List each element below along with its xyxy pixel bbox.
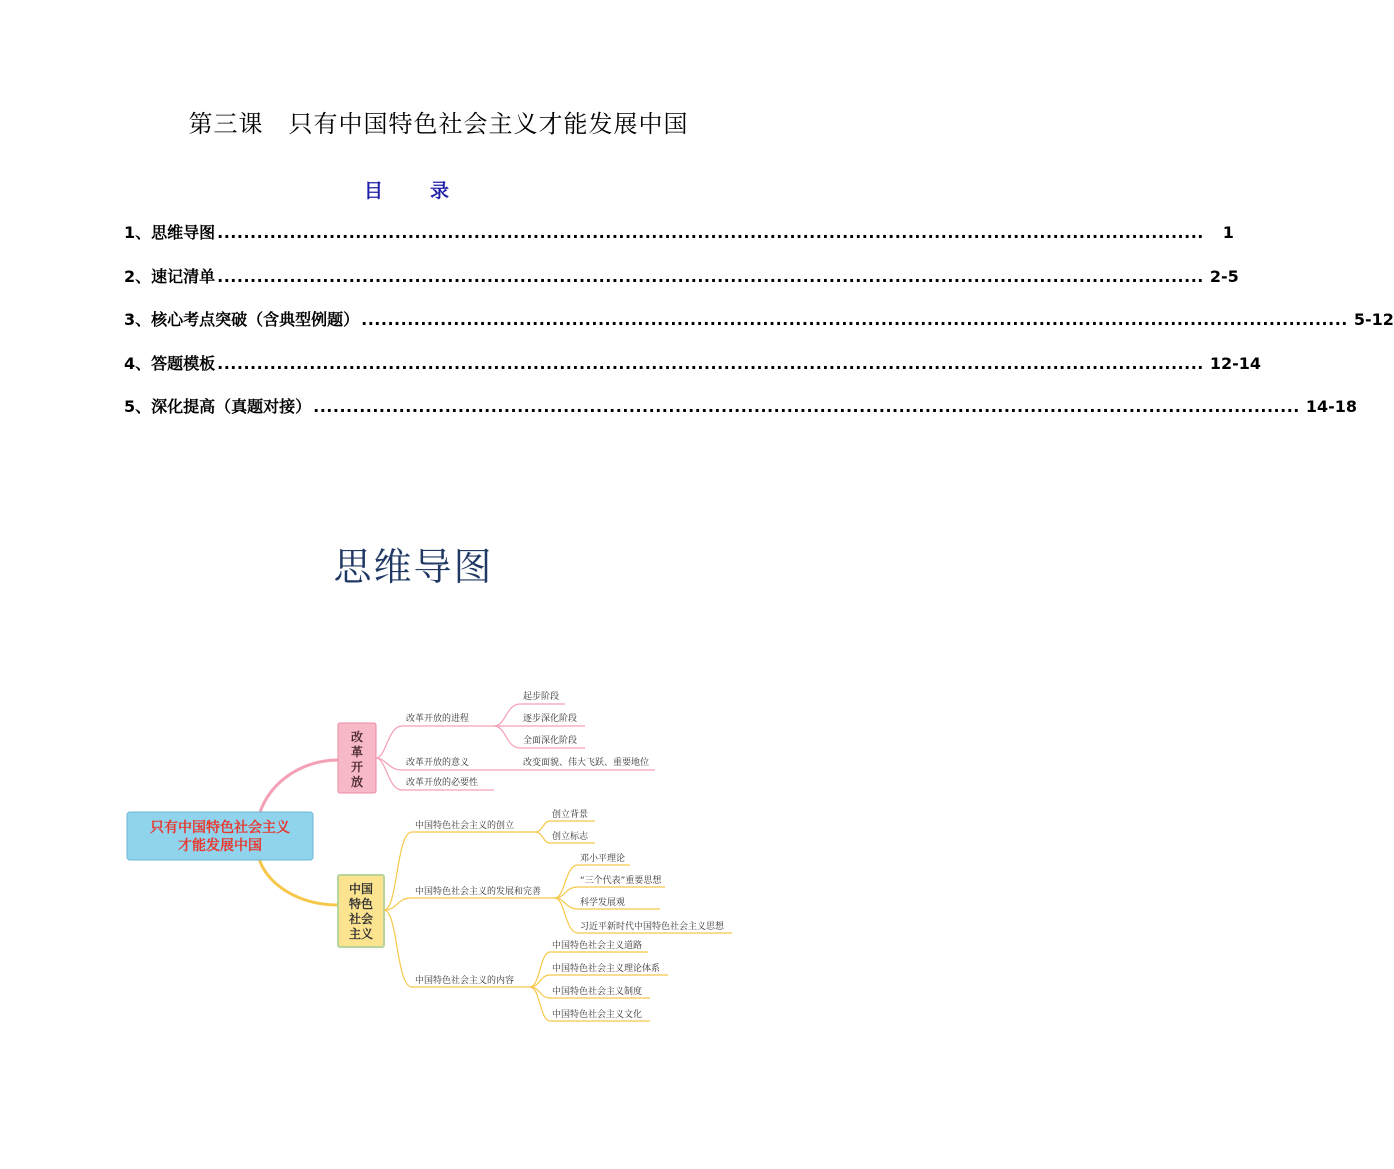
toc-entry[interactable] (124, 351, 1262, 395)
subtopic-label: 邓小平理论 (580, 854, 626, 864)
topic-label: 改革开放的意义 (406, 758, 470, 768)
branch-socialism-line: 社会 (348, 912, 374, 926)
toc-leader-dots: ...................................................................................................................................................... (313, 397, 1300, 416)
toc-entry-page: 12-14 (1209, 353, 1262, 373)
table-of-contents (124, 220, 1394, 438)
toc-entry-label: 2、速记清单 (124, 266, 216, 286)
toc-entry-label: 3、核心考点突破（含典型例题） (124, 310, 360, 329)
root-to-branch1-connector (258, 760, 338, 820)
topic-label: 中国特色社会主义的发展和完善 (415, 887, 542, 897)
connector (555, 887, 665, 898)
topic-label: 改革开放的必要性 (406, 778, 479, 788)
subtopic-label: 逐步深化阶段 (523, 714, 578, 724)
branch-reform-line: 改 (350, 730, 364, 744)
toc-entry[interactable] (124, 394, 1358, 438)
toc-entry-page: 5-12 (1353, 310, 1394, 329)
toc-entry-label: 4、答题模板 (124, 353, 216, 373)
toc-entry-page: 1 (1222, 223, 1234, 242)
branch-reform-line: 开 (350, 760, 364, 774)
branch-socialism-line: 主义 (348, 927, 374, 941)
topic-label: 中国特色社会主义的创立 (415, 821, 515, 831)
subtopic-label: 创立背景 (552, 810, 589, 820)
toc-entry-label: 5、深化提高（真题对接） (124, 397, 312, 416)
connector (535, 821, 595, 832)
subtopic-label: 中国特色社会主义理论体系 (552, 964, 661, 974)
topic-label: 中国特色社会主义的内容 (415, 976, 515, 986)
branch-socialism-line: 中国 (348, 882, 374, 896)
toc-leader-dots: ...................................................................................................................................................... (217, 353, 1204, 373)
subtopic-label: 改变面貌、伟大飞跃、重要地位 (523, 758, 650, 768)
toc-leader-dots: ...................................................................................................................................................... (217, 223, 1204, 242)
toc-entry-page: 2-5 (1209, 266, 1239, 286)
subtopic-label: 起步阶段 (523, 692, 560, 702)
subtopic-label: 中国特色社会主义文化 (552, 1010, 643, 1020)
connector (376, 726, 494, 758)
subtopic-label: 中国特色社会主义制度 (552, 987, 643, 997)
topic-label: 改革开放的进程 (406, 714, 470, 724)
toc-entry[interactable] (124, 220, 1234, 264)
branch-socialism-line: 特色 (348, 897, 374, 911)
toc-leader-dots: ...................................................................................................................................................... (361, 310, 1348, 329)
toc-leader-dots: ...................................................................................................................................................... (217, 266, 1204, 286)
lesson-title: 第三课 只有中国特色社会主义才能发展中国 (188, 110, 689, 138)
toc-entry[interactable] (124, 307, 1394, 351)
subtopic-label: 科学发展观 (580, 898, 626, 908)
connector (530, 975, 668, 987)
section-heading: 思维导图 (333, 545, 494, 589)
branch-reform-line: 放 (350, 775, 364, 789)
subtopic-label: 全面深化阶段 (523, 736, 578, 746)
branch-reform-line: 革 (350, 745, 364, 759)
subtopic-label: 习近平新时代中国特色社会主义思想 (580, 922, 725, 932)
subtopic-label: “三个代表”重要思想 (580, 876, 662, 886)
subtopic-label: 创立标志 (552, 832, 589, 842)
root-node-line1: 只有中国特色社会主义 (150, 820, 290, 836)
root-to-branch2-connector (258, 855, 338, 905)
root-node-line2: 才能发展中国 (178, 838, 262, 854)
toc-entry-page: 14-18 (1305, 397, 1358, 416)
toc-entry-label: 1、思维导图 (124, 223, 216, 242)
toc-entry[interactable] (124, 264, 1239, 308)
toc-heading: 目 录 (363, 180, 463, 202)
subtopic-label: 中国特色社会主义道路 (552, 941, 643, 951)
mindmap (0, 680, 827, 1060)
connector (384, 898, 555, 910)
